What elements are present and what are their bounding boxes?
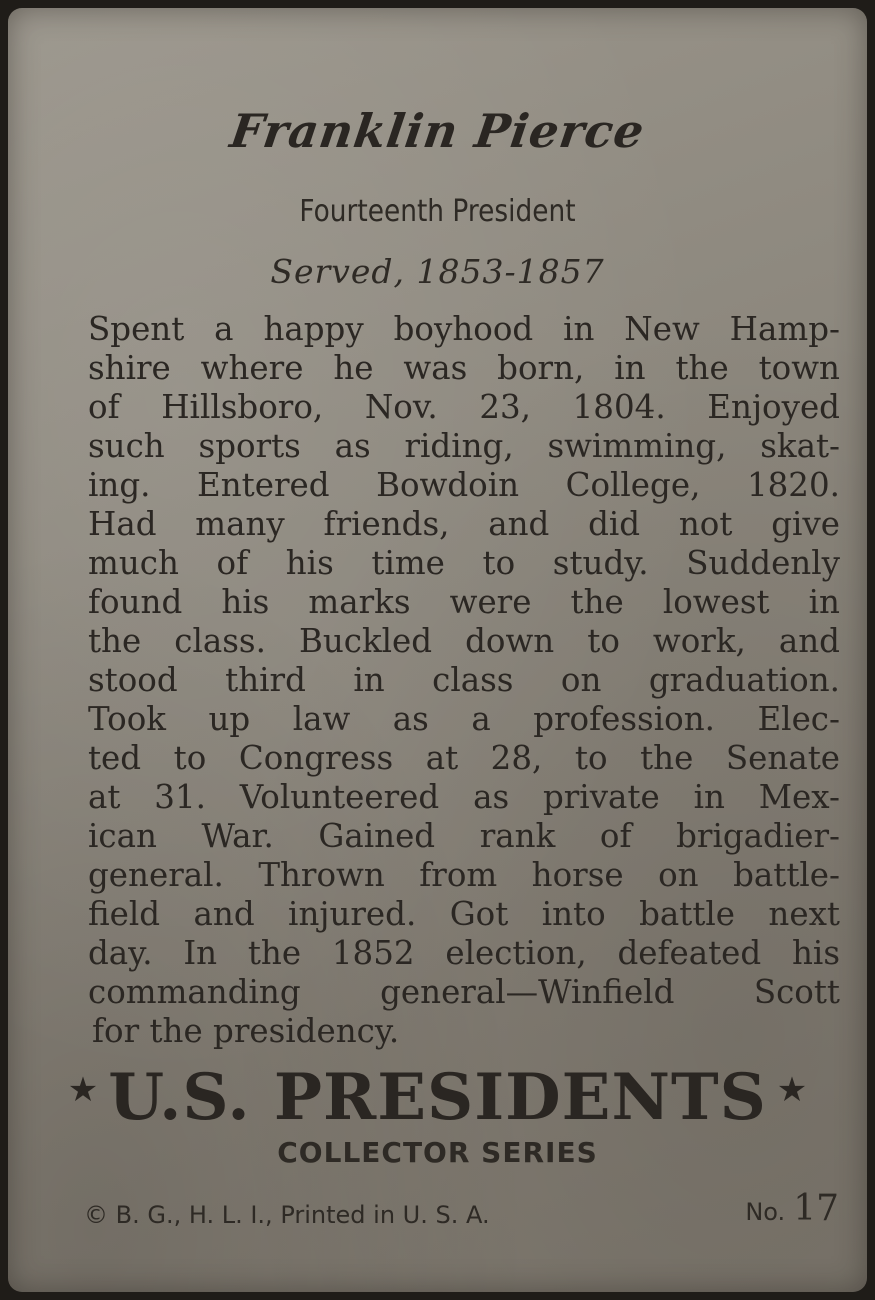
bio-line: general. Thrown from horse on battle- <box>88 856 840 894</box>
bio-line: the class. Buckled down to work, and <box>88 622 840 660</box>
bio-line: stood third in class on graduation. <box>88 661 840 699</box>
bio-line: much of his time to study. Suddenly <box>88 544 840 582</box>
bio-line: field and injured. Got into battle next <box>88 895 840 933</box>
bio-line: ing. Entered Bowdoin College, 1820. <box>88 466 840 504</box>
card-number-label: No. <box>745 1198 786 1226</box>
series-subtitle: COLLECTOR SERIES <box>277 1136 598 1169</box>
bio-line: commanding general—Winfield Scott <box>88 973 840 1011</box>
bio-line: Took up law as a profession. Elec- <box>88 700 840 738</box>
bio-line: shire where he was born, in the town <box>88 349 840 387</box>
bio-line: such sports as riding, swimming, skat- <box>88 427 840 465</box>
star-icon: ★ <box>776 1070 808 1110</box>
card-number <box>745 1188 839 1229</box>
copyright-line: © B. G., H. L. I., Printed in U. S. A. <box>84 1201 490 1229</box>
bio-line: ican War. Gained rank of brigadier- <box>88 817 840 855</box>
bio-line: Had many friends, and did not give <box>88 505 840 543</box>
bio-line: at 31. Volunteered as private in Mex- <box>88 778 840 816</box>
series-title: U.S. PRESIDENTS <box>108 1060 767 1135</box>
bio-line: for the presidency. <box>92 1012 400 1050</box>
term-served: Served, 1853-1857 <box>270 252 605 291</box>
biography-text <box>88 310 840 1051</box>
president-ordinal: Fourteenth President <box>299 194 576 229</box>
bio-line: found his marks were the lowest in <box>88 583 840 621</box>
bio-line: Spent a happy boyhood in New Hamp- <box>88 310 840 348</box>
bio-line: day. In the 1852 election, defeated his <box>88 934 840 972</box>
star-icon: ★ <box>67 1070 99 1110</box>
series-banner <box>8 1060 867 1135</box>
bio-line: of Hillsboro, Nov. 23, 1804. Enjoyed <box>88 388 840 426</box>
president-name: Franklin Pierce <box>226 104 649 158</box>
trading-card-back <box>8 8 867 1292</box>
bio-line: ted to Congress at 28, to the Senate <box>88 739 840 777</box>
card-number-value: 17 <box>793 1188 839 1229</box>
